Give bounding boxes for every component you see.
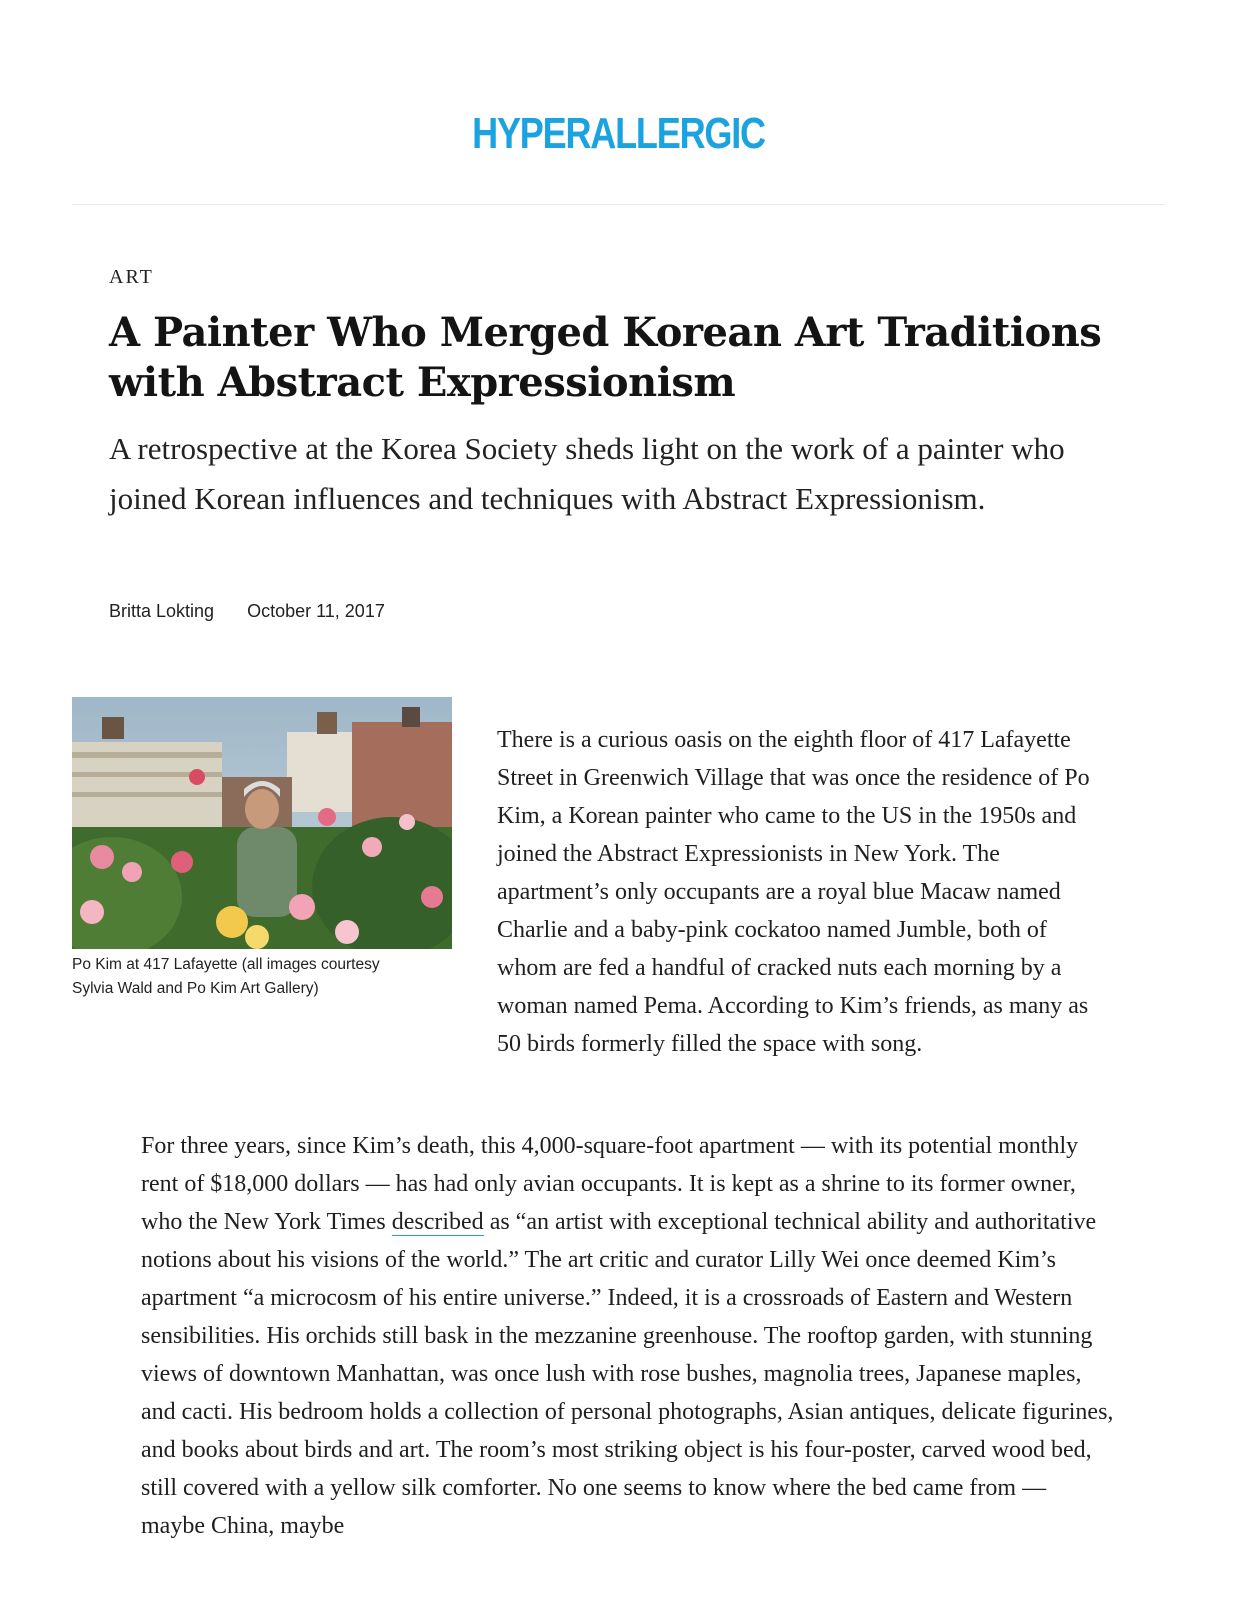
paragraph-text: For three years, since Kim’s death, this 4,000-square-foot apartment — with its potential monthly rent of $18,000 dollars — has had only avian occupants. It is kept as a shrine to its former owner, who the New York Times	[141, 1133, 1079, 1235]
paragraph-text: as “an artist with exceptional technical ability and authoritative notions about his visions of the world.” The art critic and curator Lilly Wei once deemed Kim’s apartment “a microcosm of his entire universe.” Indeed, it is a crossroads of Eastern and Western sensibilities. His orchids still bask in the mezzanine greenhouse. The rooftop garden, with stunning views of downtown Manhattan, was once lush with rose bushes, magnolia trees, Japanese maples, and cacti. His bedroom holds a collection of personal photographs, Asian antiques, delicate figurines, and books about birds and art. The room’s most striking object is his four-poster, carved wood bed, still covered with a yellow silk comforter. No one seems to know where the bed came from — maybe China, maybe	[141, 1209, 1114, 1539]
site-logo[interactable]: HYPERALLERGIC	[472, 109, 765, 158]
body-paragraph-1: There is a curious oasis on the eighth floor of 417 Lafayette Street in Greenwich Village that was once the residence of Po Kim, a Korean painter who came to the US in the 1950s and joined the Abstract Expressionists in New York. The apartment’s only occupants are a royal blue Macaw named Charlie and a baby-pink cockatoo named Jumble, both of whom are fed a handful of cracked nuts each morning by a woman named Pema. According to Kim’s friends, as many as 50 birds formerly filled the space with song.	[497, 727, 1090, 1057]
article-photo	[72, 697, 452, 949]
article-title: A Painter Who Merged Korean Art Traditions with Abstract Expressionism	[109, 309, 1102, 406]
author-name[interactable]: Britta Lokting	[109, 601, 215, 621]
article-category[interactable]: ART	[109, 266, 154, 288]
described-link[interactable]: described	[391, 1209, 484, 1235]
header-divider	[72, 204, 1166, 205]
site-header	[0, 108, 1237, 160]
photo-caption: Po Kim at 417 Lafayette (all images courtesy Sylvia Wald and Po Kim Art Gallery)	[72, 956, 380, 997]
body-paragraph-2	[141, 1127, 1116, 1545]
article-subtitle: A retrospective at the Korea Society sheds light on the work of a painter who joined Korean influences and techniques with Abstract Expressionism.	[109, 431, 1065, 516]
byline	[109, 601, 385, 622]
publish-date: October 11, 2017	[247, 601, 385, 621]
